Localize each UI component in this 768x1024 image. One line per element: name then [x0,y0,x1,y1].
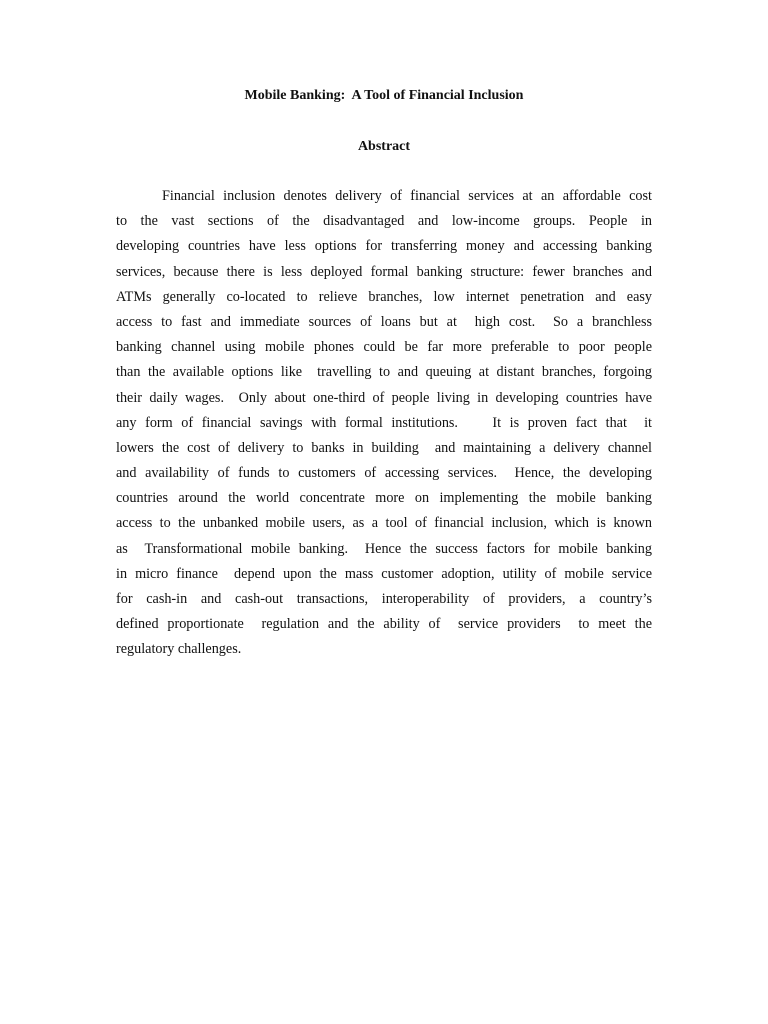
abstract-line: defined proportionate regulation and the ability of service providers to meet the [116,616,652,633]
abstract-line: to the vast sections of the disadvantaged and low-income groups. People in [116,213,652,230]
abstract-heading: Abstract [357,139,411,154]
abstract-line: for cash-in and cash-out transactions, interoperability of providers, a country’s [116,591,652,607]
abstract-line: access to fast and immediate sources of loans but at high cost. So a branchless [116,313,652,330]
abstract-line: countries around the world concentrate more on implementing the mobile banking [116,490,652,507]
abstract-line: any form of financial savings with formal institutions. It is proven fact that it [116,414,652,431]
abstract-line: and availability of funds to customers of accessing services. Hence, the developing [116,465,652,482]
abstract-line: Financial inclusion denotes delivery of financial services at an affordable cost [162,188,652,204]
abstract-line: access to the unbanked mobile users, as a tool of financial inclusion, which is known [116,515,652,532]
abstract-line: in micro finance depend upon the mass customer adoption, utility of mobile service [116,565,652,582]
abstract-line: than the available options like travelling to and queuing at distant branches, forgoing [116,364,652,381]
abstract-body [116,186,652,665]
abstract-line: ATMs generally co-located to relieve branches, low internet penetration and easy [116,288,652,305]
abstract-line: as Transformational mobile banking. Hence the success factors for mobile banking [116,540,652,557]
abstract-line: their daily wages. Only about one-third of people living in developing countries have [116,389,652,406]
abstract-line: banking channel using mobile phones could be far more preferable to poor people [116,339,652,356]
abstract-line: services, because there is less deployed formal banking structure: fewer branches and [116,263,652,280]
abstract-line: lowers the cost of delivery to banks in building and maintaining a delivery channel [116,439,652,456]
document-title: Mobile Banking: A Tool of Financial Inclusion [244,88,524,103]
abstract-line: regulatory challenges. [116,641,242,658]
abstract-line: developing countries have less options for transferring money and accessing banking [116,238,652,255]
